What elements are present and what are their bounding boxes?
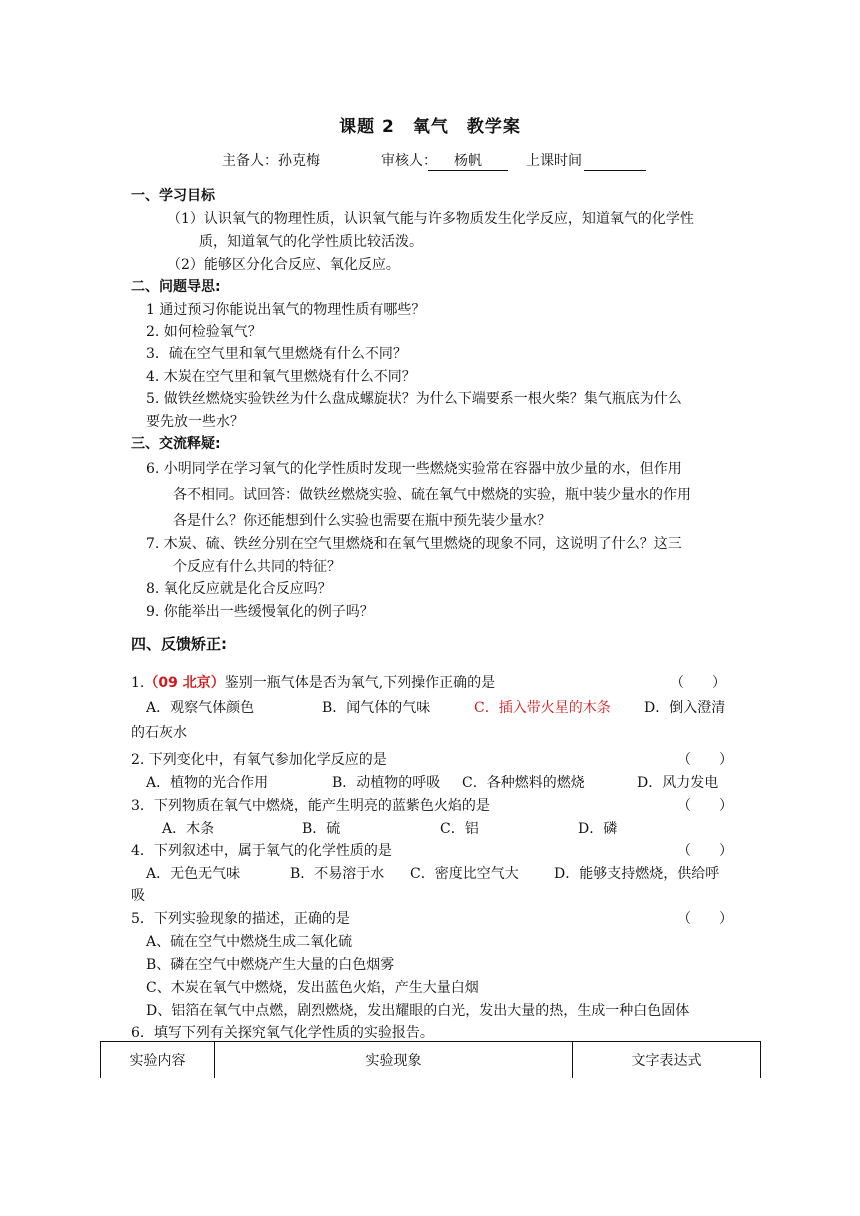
discussion-item: 8. 氧化反应就是化合反应吗？	[146, 581, 332, 597]
q5-option-d: D、铝箔在氧气中点燃，剧烈燃烧，发出耀眼的白光，发出大量的热，生成一种白色固体	[146, 1003, 690, 1019]
q5-option-a: A、硫在空气中燃烧生成二氧化硫	[146, 934, 353, 950]
q4-option-c: C．密度比空气大	[410, 866, 519, 882]
q4-option-b: B．不易溶于水	[290, 866, 385, 882]
question-item: 2. 如何检验氧气？	[146, 324, 262, 340]
q1-source: （09 北京）	[144, 675, 225, 691]
answer-paren: （ ）	[677, 798, 733, 814]
page-title: 课题 2 氧气 教学案	[339, 117, 521, 137]
q1-option-a: A．观察气体颜色	[146, 700, 255, 716]
q2-option-d: D．风力发电	[637, 775, 719, 791]
class-time-label: 上课时间	[526, 153, 582, 169]
goal-line: （2）能够区分化合反应、氧化反应。	[167, 257, 400, 273]
q5-stem: 5．下列实验现象的描述，正确的是	[131, 911, 350, 927]
q2-option-a: A．植物的光合作用	[146, 775, 269, 791]
discussion-item: 各是什么？你还能想到什么实验也需要在瓶中预先装少量水？	[173, 513, 551, 529]
table-header-cell: 实验现象	[215, 1042, 573, 1079]
q3-option-a: A．木条	[162, 821, 215, 837]
answer-paren: （ ）	[677, 843, 733, 859]
q1-number: 1.	[131, 675, 145, 691]
q4-stem: 4．下列叙述中，属于氧气的化学性质的是	[131, 843, 392, 859]
experiment-report-table	[100, 1041, 761, 1078]
discussion-item: 各不相同。试回答：做铁丝燃烧实验、硫在氧气中燃烧的实验，瓶中装少量水的作用	[173, 487, 691, 503]
section-3-heading: 三、交流释疑:	[131, 436, 221, 452]
section-4-heading: 四、反馈矫正:	[131, 635, 227, 653]
table-header-cell: 文字表达式	[573, 1042, 761, 1079]
question-item: 5. 做铁丝燃烧实验铁丝为什么盘成螺旋状？为什么下端要系一根火柴？集气瓶底为什么	[146, 391, 682, 407]
reviewer-name: 杨帆	[428, 152, 508, 171]
table-header-row	[101, 1042, 761, 1079]
q3-option-b: B．硫	[302, 821, 341, 837]
goal-line: （1）认识氧气的物理性质，认识氧气能与许多物质发生化学反应，知道氧气的化学性	[167, 211, 694, 227]
q3-option-c: C．铝	[440, 821, 479, 837]
section-2-heading: 二、问题导思:	[131, 279, 221, 295]
q1-stem	[131, 673, 495, 693]
q2-option-b: B．动植物的呼吸	[332, 775, 441, 791]
q1-option-d: D．倒入澄清	[644, 700, 726, 716]
question-item: 4. 木炭在空气里和氧气里燃烧有什么不同？	[146, 369, 416, 385]
question-item: 1 通过预习你能说出氧气的物理性质有哪些？	[146, 302, 426, 318]
answer-paren: （ ）	[677, 752, 733, 768]
q1-stem-text: 鉴别一瓶气体是否为氧气,下列操作正确的是	[224, 675, 496, 691]
section-1-heading: 一、学习目标	[131, 188, 215, 204]
discussion-item: 7. 木炭、硫、铁丝分别在空气里燃烧和在氧气里燃烧的现象不同，这说明了什么？这三	[146, 536, 682, 552]
discussion-item: 个反应有什么共同的特征？	[173, 559, 341, 575]
goal-line: 质，知道氧气的化学性质比较活泼。	[199, 234, 423, 250]
q1-option-b: B．闻气体的气味	[322, 700, 431, 716]
q4-option-a: A．无色无气味	[146, 866, 241, 882]
discussion-item: 6. 小明同学在学习氧气的化学性质时发现一些燃烧实验常在容器中放少量的水，但作用	[146, 461, 682, 477]
q2-option-c: C．各种燃料的燃烧	[462, 775, 585, 791]
q1-option-d-cont: 的石灰水	[131, 725, 187, 741]
discussion-item: 9. 你能举出一些缓慢氧化的例子吗？	[146, 604, 374, 620]
q4-option-d: D．能够支持燃烧，供给呼	[554, 866, 720, 882]
q2-stem: 2. 下列变化中，有氧气参加化学反应的是	[131, 752, 387, 768]
reviewer-label: 审核人：	[381, 153, 437, 169]
q4-option-d-cont: 吸	[131, 888, 145, 904]
q5-option-b: B、磷在空气中燃烧产生大量的白色烟雾	[146, 957, 395, 973]
preparer-label: 主备人：孙克梅	[222, 153, 320, 169]
q3-stem: 3．下列物质在氧气中燃烧，能产生明亮的蓝紫色火焰的是	[131, 798, 490, 814]
table-header-cell: 实验内容	[101, 1042, 215, 1079]
answer-paren: （ ）	[677, 911, 733, 927]
q5-option-c: C、木炭在氧气中燃烧，发出蓝色火焰，产生大量白烟	[146, 980, 479, 996]
question-item: 3．硫在空气里和氧气里燃烧有什么不同？	[146, 346, 407, 362]
q1-option-c: C．插入带火星的木条	[474, 700, 611, 716]
question-item: 要先放一些水？	[146, 414, 244, 430]
class-time-blank	[584, 151, 646, 171]
reviewer-name-field	[428, 151, 508, 171]
answer-paren: （ ）	[670, 675, 726, 691]
q6-stem: 6．填写下列有关探究氧气化学性质的实验报告。	[131, 1025, 434, 1041]
q3-option-d: D．磷	[578, 821, 618, 837]
